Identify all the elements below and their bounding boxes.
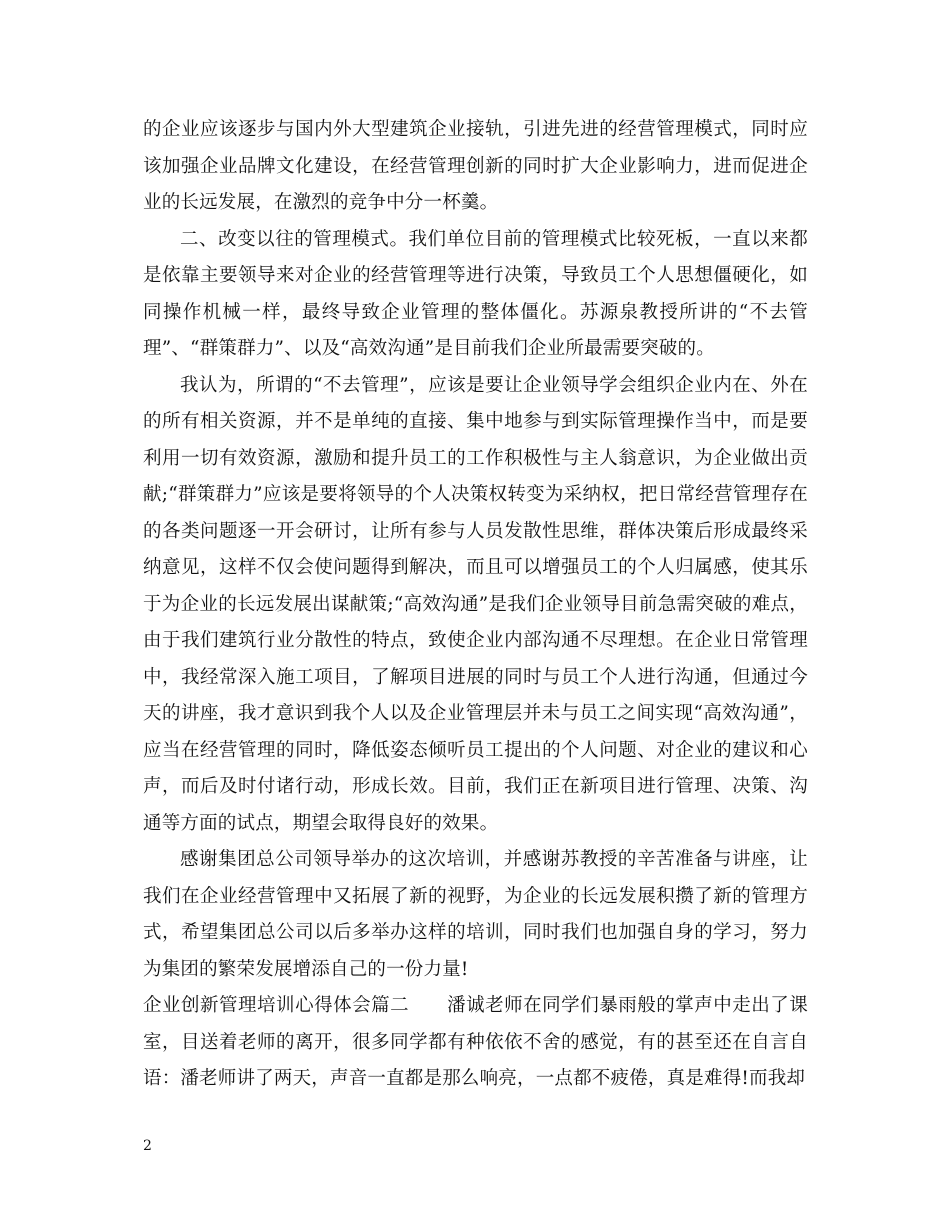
document-body	[143, 112, 808, 1098]
paragraph-management-mode: 二、改变以往的管理模式。我们单位目前的管理模式比较死板，一直以来都是依靠主要领导来对企业的经营管理等进行决策，导致员工个人思想僵硬化，如同操作机械一样，最终导致企业管理的整体僵化。苏源泉教授所讲的“不去管理”、“群策群力”、以及“高效沟通”是目前我们企业所最需要突破的。	[143, 228, 808, 359]
paragraph-thanks: 感谢集团总公司领导举办的这次培训，并感谢苏教授的辛苦准备与讲座，让我们在企业经营管理中又拓展了新的视野，为企业的长远发展积攒了新的管理方式，希望集团总公司以后多举办这样的培训，同时我们也加强自身的学习，努力为集团的繁荣发展增添自己的一份力量!	[143, 849, 808, 980]
paragraph-part-two: 企业创新管理培训心得体会篇二 潘诚老师在同学们暴雨般的掌声中走出了课室，目送着老师的离开，很多同学都有种依依不舍的感觉，有的甚至还在自言自语：潘老师讲了两天，声音一直都是那么响亮，一点都不疲倦，真是难得!而我却	[143, 995, 808, 1089]
page-number: 2	[143, 1138, 152, 1154]
paragraph-opinion: 我认为，所谓的“不去管理”，应该是要让企业领导学会组织企业内在、外在的所有相关资源，并不是单纯的直接、集中地参与到实际管理操作当中，而是要利用一切有效资源，激励和提升员工的工作积极性与主人翁意识，为企业做出贡献;“群策群力”应该是要将领导的个人决策权转变为采纳权，把日常经营管理存在的各类问题逐一开会研讨，让所有参与人员发散性思维，群体决策后形成最终采纳意见，这样不仅会使问题得到解决，而且可以增强员工的个人归属感，使其乐于为企业的长远发展出谋献策;“高效沟通”是我们企业领导目前急需突破的难点，由于我们建筑行业分散性的特点，致使企业内部沟通不尽理想。在企业日常管理中，我经常深入施工项目，了解项目进展的同时与员工个人进行沟通，但通过今天的讲座，我才意识到我个人以及企业管理层并未与员工之间实现“高效沟通”，应当在经营管理的同时，降低姿态倾听员工提出的个人问题、对企业的建议和心声，而后及时付诸行动，形成长效。目前，我们正在新项目进行管理、决策、沟通等方面的试点，期望会取得良好的效果。	[143, 374, 808, 834]
paragraph-continuation: 的企业应该逐步与国内外大型建筑企业接轨，引进先进的经营管理模式，同时应该加强企业品牌文化建设，在经营管理创新的同时扩大企业影响力，进而促进企业的长远发展，在激烈的竞争中分一杯羹。	[143, 119, 808, 213]
